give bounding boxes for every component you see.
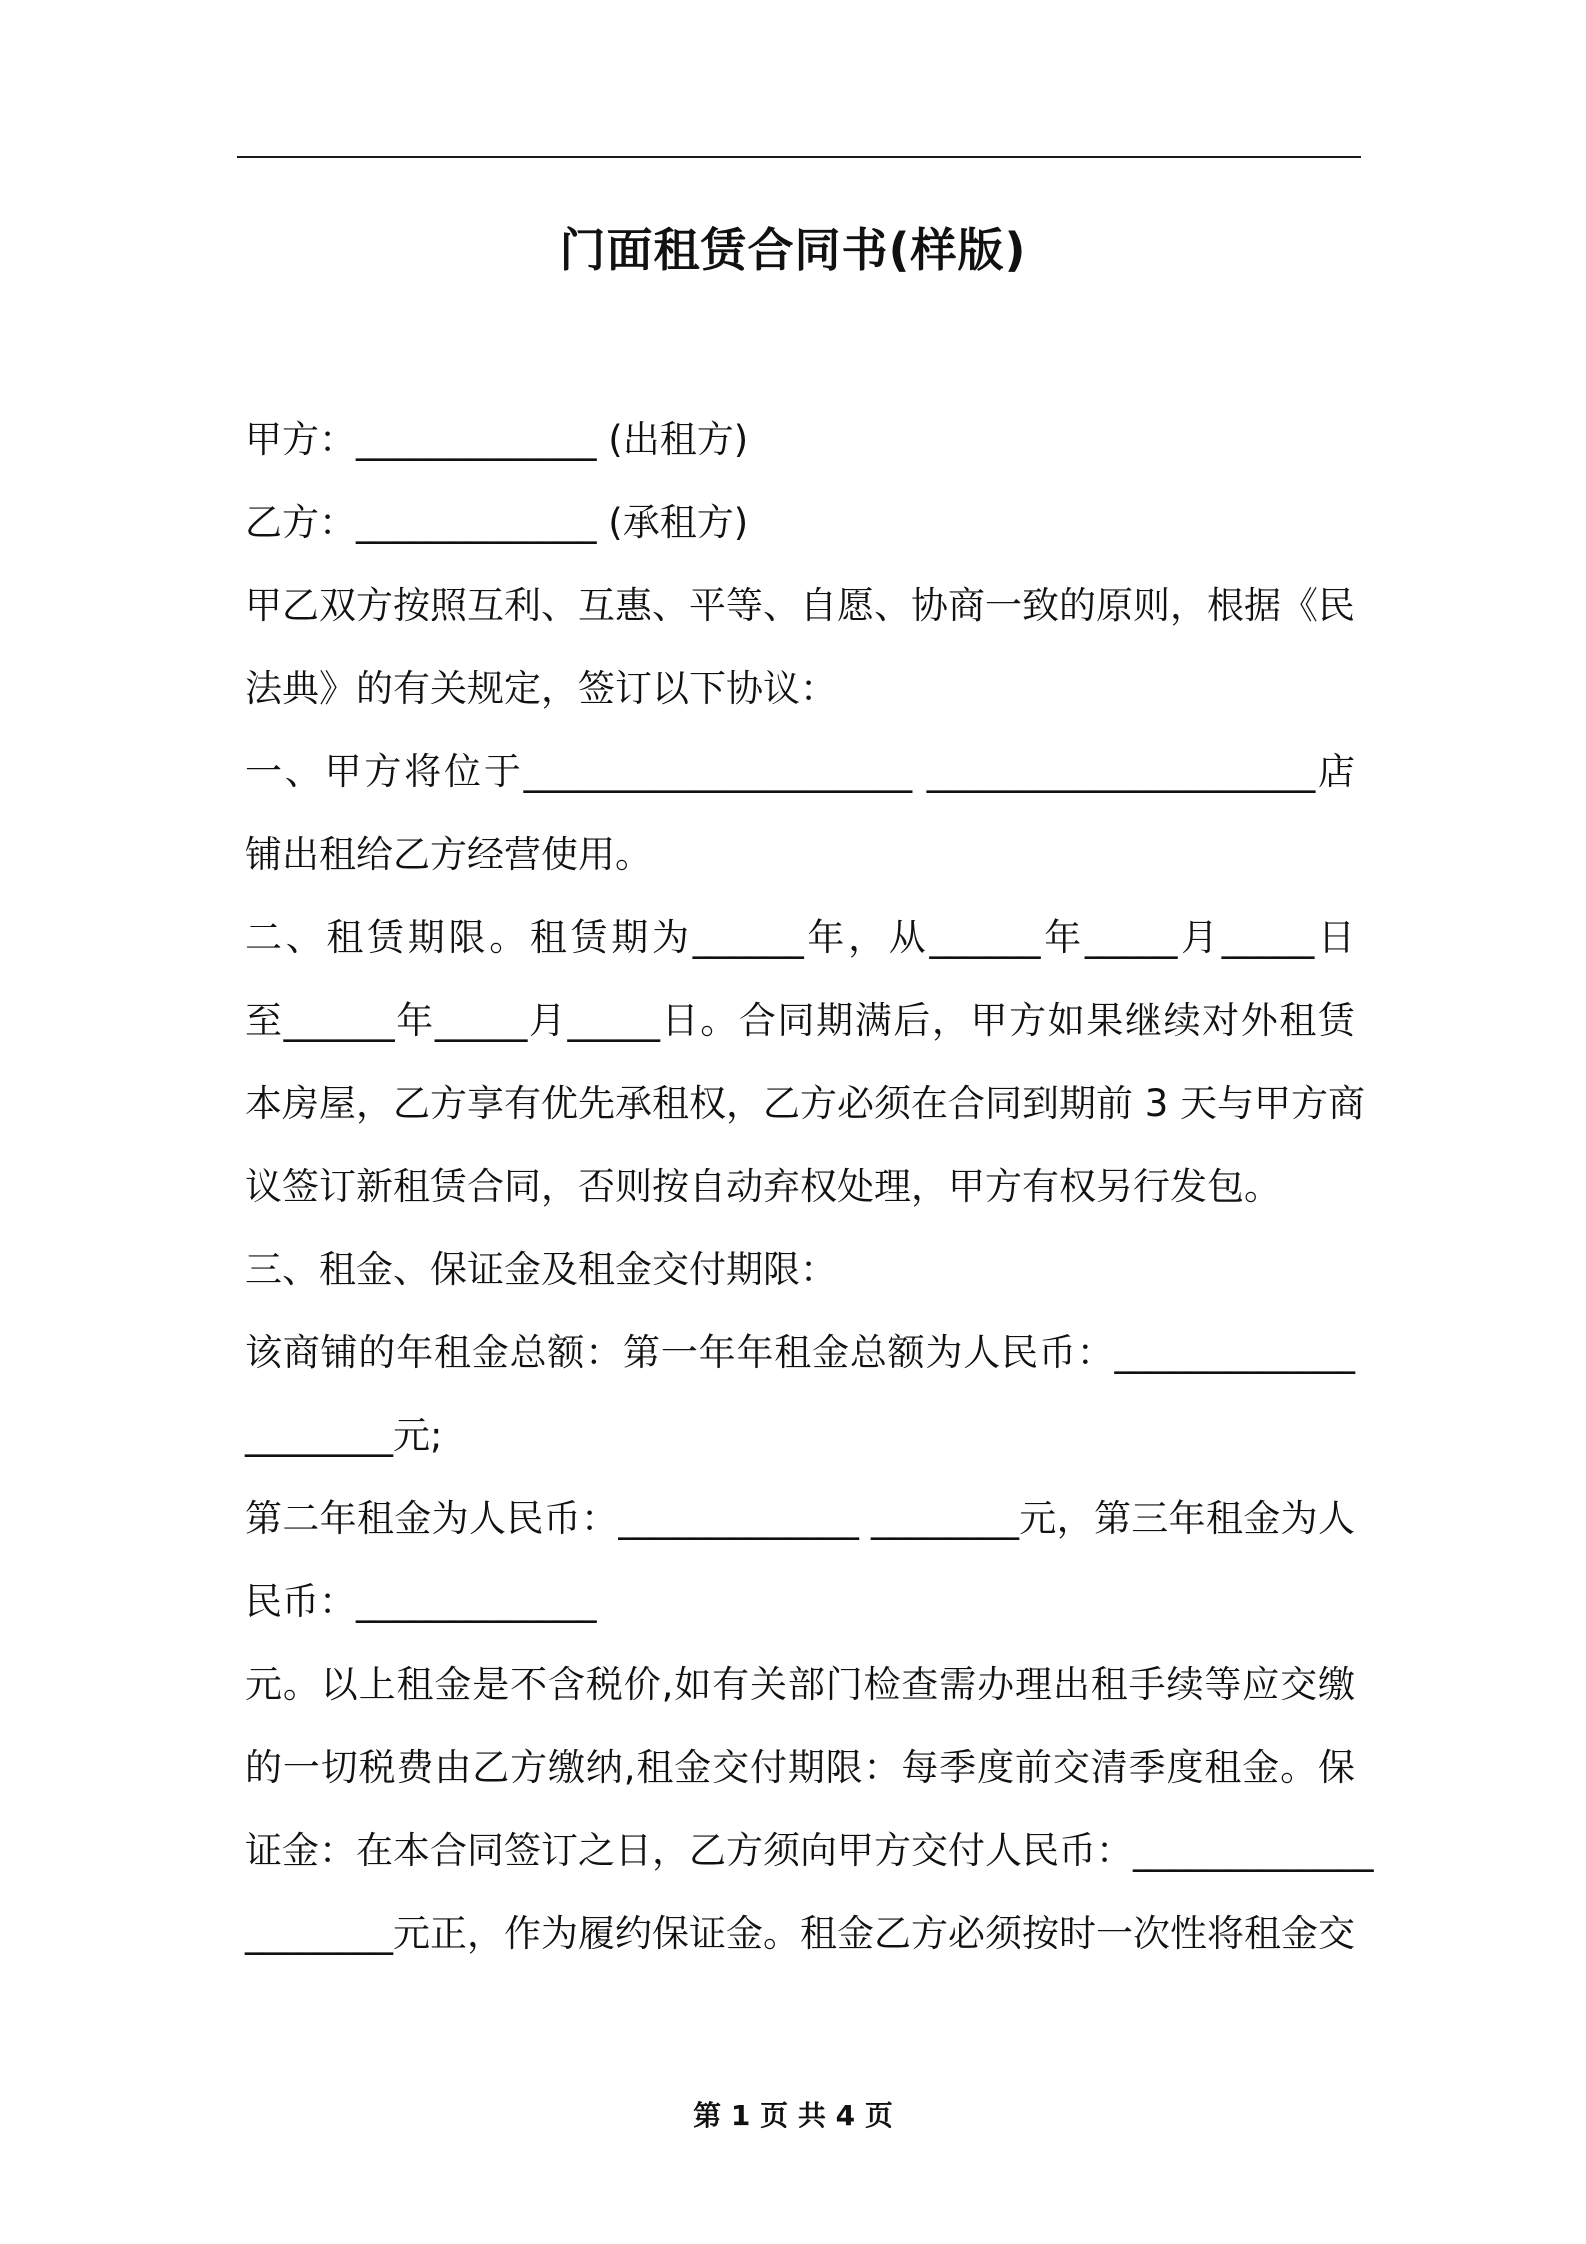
document-title: 门面租赁合同书(样版) — [559, 223, 1027, 277]
clause-1-line: 铺出租给乙方经营使用。 — [245, 833, 652, 876]
clause-3-line: ________元正，作为履约保证金。租金乙方必须按时一次性将租金交 — [245, 1912, 1355, 1955]
page-number: 第 1 页 共 4 页 — [693, 2099, 893, 2132]
clause-1-line: 一、甲方将位于_____________________ _____________________店 — [245, 750, 1355, 793]
paragraph-line: 甲乙双方按照互利、互惠、平等、自愿、协商一致的原则，根据《民 — [245, 584, 1355, 627]
clause-3-line: ________元; — [245, 1414, 443, 1457]
clause-2-line: 至______年_____月_____日。合同期满后，甲方如果继续对外租赁 — [245, 999, 1355, 1042]
paragraph-line: 法典》的有关规定，签订以下协议： — [245, 667, 837, 710]
party-b-line: 乙方：_____________ (承租方) — [245, 501, 749, 544]
clause-3-heading: 三、租金、保证金及租金交付期限： — [245, 1248, 837, 1291]
clause-2-line: 本房屋，乙方享有优先承租权，乙方必须在合同到期前 3 天与甲方商 — [245, 1082, 1366, 1125]
contract-body — [245, 410, 1374, 1987]
party-a-line: 甲方：_____________ (出租方) — [245, 418, 749, 461]
clause-3-line: 的一切税费由乙方缴纳,租金交付期限：每季度前交清季度租金。保 — [245, 1746, 1355, 1789]
clause-3-line: 第二年租金为人民币：_____________ ________元，第三年租金为人 — [245, 1497, 1355, 1540]
clause-2-line: 议签订新租赁合同，否则按自动弃权处理，甲方有权另行发包。 — [245, 1165, 1281, 1208]
clause-3-line: 民币：_____________ — [245, 1580, 597, 1623]
clause-3-line: 元。以上租金是不含税价,如有关部门检查需办理出租手续等应交缴 — [245, 1663, 1355, 1706]
clause-3-line: 该商铺的年租金总额：第一年年租金总额为人民币：_____________ — [245, 1331, 1355, 1374]
header-rule — [237, 156, 1361, 158]
clause-2-line: 二、租赁期限。租赁期为______年，从______年_____月_____日 — [245, 916, 1355, 959]
clause-3-line: 证金：在本合同签订之日，乙方须向甲方交付人民币：_____________ — [245, 1829, 1374, 1872]
